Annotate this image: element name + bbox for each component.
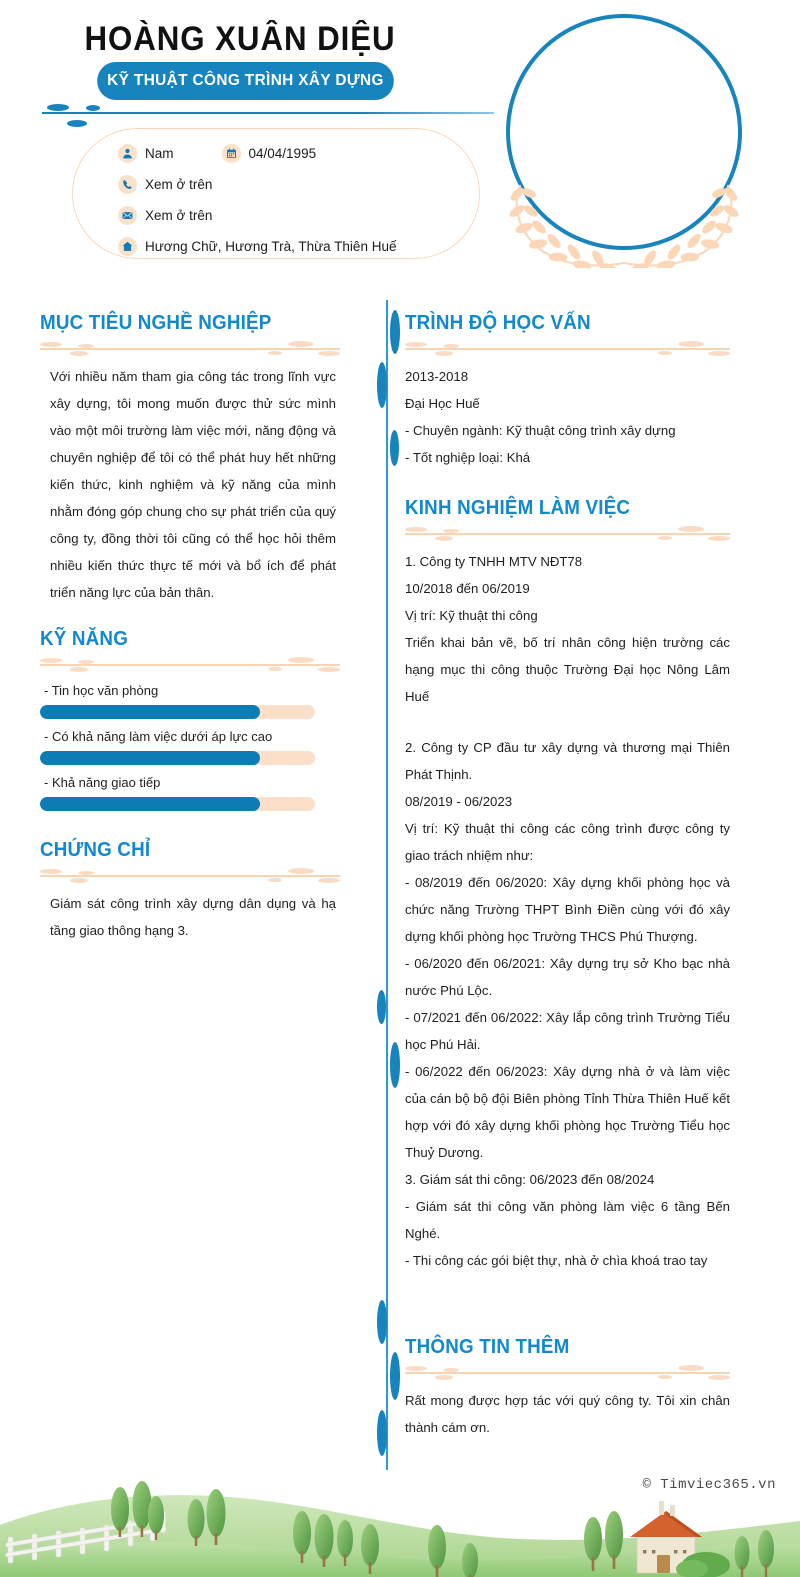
person-icon bbox=[118, 144, 137, 163]
skill-item bbox=[40, 775, 340, 811]
header-dot-icon bbox=[86, 105, 100, 111]
experience-line: 10/2018 đến 06/2019 bbox=[405, 581, 530, 596]
contact-address: Hương Chữ, Hương Trà, Thừa Thiên Huế bbox=[145, 239, 397, 254]
experience-paragraph: - Thi công các gói biệt thự, nhà ở chìa khoá trao tay bbox=[405, 1253, 708, 1268]
section-rule bbox=[40, 868, 340, 884]
divider-pill-icon bbox=[390, 1042, 400, 1088]
additional-info-text: Rất mong được hợp tác với quý công ty. Tôi xin chân thành cám ơn. bbox=[405, 1393, 730, 1435]
section-title-certificate: CHỨNG CHỈ bbox=[40, 839, 151, 861]
section-rule bbox=[405, 526, 730, 542]
column-divider bbox=[377, 300, 405, 1470]
skill-label: - Tin học văn phòng bbox=[44, 683, 159, 698]
education-line: Đại Học Huế bbox=[405, 396, 480, 411]
landscape-illustration bbox=[0, 1447, 800, 1577]
skill-progress-bar bbox=[40, 797, 315, 811]
skill-progress-fill bbox=[40, 705, 260, 719]
experience-paragraph: Vị trí: Kỹ thuật thi công các công trình được công ty giao trách nhiệm như: bbox=[405, 821, 730, 863]
section-skills bbox=[40, 628, 340, 811]
right-column bbox=[405, 312, 730, 1457]
experience-line: 1. Công ty TNHH MTV NĐT78 bbox=[405, 554, 583, 569]
section-title-career-objective: MỤC TIÊU NGHỀ NGHIỆP bbox=[40, 312, 272, 334]
contact-phone: Xem ở trên bbox=[145, 177, 213, 192]
experience-paragraph: - 07/2021 đến 06/2022: Xây lắp công trình Trường Tiểu học Phú Hải. bbox=[405, 1010, 730, 1052]
section-certificate bbox=[40, 839, 340, 944]
left-column bbox=[40, 312, 340, 960]
experience-entry bbox=[405, 734, 730, 1166]
section-rule bbox=[40, 341, 340, 357]
section-experience bbox=[405, 497, 730, 1274]
experience-paragraph: - 06/2022 đến 06/2023: Xây dựng nhà ở và làm việc của cán bộ bộ đội Biên phòng Tỉnh Thừa Thiên Huế kết hợp với đó xây dựng khối phòng học Trường Tiểu học Thuỷ Dương. bbox=[405, 1064, 730, 1160]
experience-paragraph: - 08/2019 đến 06/2020: Xây dựng khối phòng học và chức năng Trường THPT Bình Điền cùng với đó xây dựng khối phòng học Trường THCS Phú Thượng. bbox=[405, 875, 730, 944]
divider-pill-icon bbox=[377, 1300, 387, 1344]
section-title-experience: KINH NGHIỆM LÀM VIỆC bbox=[405, 497, 631, 519]
experience-paragraph: - 06/2020 đến 06/2021: Xây dựng trụ sở Kho bạc nhà nước Phú Lộc. bbox=[405, 956, 730, 998]
section-additional-info bbox=[405, 1336, 730, 1441]
section-rule bbox=[405, 1365, 730, 1381]
contact-row-phone bbox=[118, 169, 498, 200]
experience-line: 3. Giám sát thi công: 06/2023 đến 08/2024 bbox=[405, 1172, 655, 1187]
spacer bbox=[405, 710, 730, 734]
home-icon bbox=[118, 237, 137, 256]
divider-pill-icon bbox=[377, 990, 386, 1024]
header-dot-icon bbox=[67, 120, 87, 127]
skill-item bbox=[40, 683, 340, 719]
job-title-badge: KỸ THUẬT CÔNG TRÌNH XÂY DỰNG bbox=[97, 62, 394, 100]
section-education bbox=[405, 312, 730, 471]
education-line: - Tốt nghiệp loại: Khá bbox=[405, 450, 531, 465]
header-divider-line bbox=[42, 112, 494, 114]
experience-paragraph: 2. Công ty CP đầu tư xây dựng và thương mại Thiên Phát Thịnh. bbox=[405, 740, 730, 782]
skill-progress-bar bbox=[40, 751, 315, 765]
divider-pill-icon bbox=[377, 362, 387, 408]
header-dot-icon bbox=[47, 104, 69, 111]
avatar bbox=[506, 14, 742, 250]
calendar-icon bbox=[222, 144, 241, 163]
divider-pill-icon bbox=[390, 430, 399, 466]
skill-label: - Có khả năng làm việc dưới áp lực cao bbox=[44, 729, 273, 744]
education-line: - Chuyên ngành: Kỹ thuật công trình xây dựng bbox=[405, 423, 676, 438]
phone-icon bbox=[118, 175, 137, 194]
skill-progress-fill bbox=[40, 751, 260, 765]
section-rule bbox=[405, 341, 730, 357]
certificate-text: Giám sát công trình xây dựng dân dụng và hạ tầng giao thông hạng 3. bbox=[50, 896, 336, 938]
contact-list bbox=[118, 138, 498, 262]
contact-dob: 04/04/1995 bbox=[248, 146, 317, 161]
divider-pill-icon bbox=[390, 1352, 400, 1400]
section-career-objective bbox=[40, 312, 340, 606]
contact-row-email bbox=[118, 200, 498, 231]
section-rule bbox=[40, 657, 340, 673]
contact-row-gender-dob bbox=[118, 138, 498, 169]
footer-credit: © Timviec365.vn bbox=[642, 1477, 776, 1493]
email-icon bbox=[118, 206, 137, 225]
skill-progress-bar bbox=[40, 705, 315, 719]
cv-header bbox=[0, 0, 800, 290]
skill-label: - Khả năng giao tiếp bbox=[44, 775, 161, 790]
page-title: HOÀNG XUÂN DIỆU bbox=[84, 20, 396, 58]
contact-row-address bbox=[118, 231, 498, 262]
experience-paragraph: - Giám sát thi công văn phòng làm việc 6 tầng Bến Nghé. bbox=[405, 1199, 730, 1241]
divider-pill-icon bbox=[390, 310, 400, 354]
experience-entry bbox=[405, 1166, 730, 1274]
section-title-additional-info: THÔNG TIN THÊM bbox=[405, 1336, 570, 1358]
avatar-ring bbox=[506, 14, 742, 250]
experience-line: 08/2019 - 06/2023 bbox=[405, 794, 513, 809]
skill-progress-fill bbox=[40, 797, 260, 811]
experience-entry bbox=[405, 548, 730, 710]
career-objective-text: Với nhiều năm tham gia công tác trong lĩnh vực xây dựng, tôi mong muốn được thử sức mình vào một môi trường làm việc mới, năng động và chuyên nghiệp để tôi có thể phát huy hết những kiến thức, kinh nghiệm và kỹ năng của mình nhằm đóng góp chung cho sự phát triển của quý công ty, đồng thời tôi cũng có thể học hỏi thêm nhiều kiến thức thực tế mới và bổ ích để phát triển năng lực của bản thân. bbox=[50, 369, 336, 600]
section-title-skills: KỸ NĂNG bbox=[40, 628, 129, 650]
contact-gender: Nam bbox=[145, 146, 174, 161]
education-line: 2013-2018 bbox=[405, 369, 469, 384]
section-title-education: TRÌNH ĐỘ HỌC VẤN bbox=[405, 312, 591, 334]
experience-line: Vị trí: Kỹ thuật thi công bbox=[405, 608, 538, 623]
skill-item bbox=[40, 729, 340, 765]
divider-line bbox=[386, 300, 388, 1470]
contact-email: Xem ở trên bbox=[145, 208, 213, 223]
experience-paragraph: Triển khai bản vẽ, bố trí nhân công hiện trường các hạng mục thi công thuộc Trường Đại học Nông Lâm Huế bbox=[405, 635, 730, 704]
